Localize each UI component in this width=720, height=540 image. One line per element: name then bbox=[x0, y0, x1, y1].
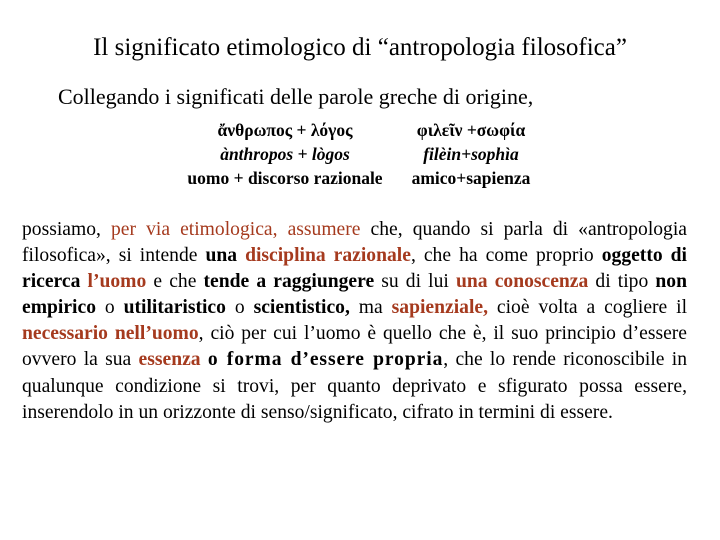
text-segment: e che bbox=[146, 271, 204, 293]
bold-non-empirico: non empirico bbox=[22, 271, 687, 319]
text-segment: di tipo bbox=[588, 271, 656, 293]
bold-tende-a-raggiungere: tende a raggiungere bbox=[203, 271, 375, 293]
highlight-luomo: l’uomo bbox=[87, 271, 147, 293]
etymology-right bbox=[396, 118, 546, 190]
greek-anthropos-logos: ἄνθρωπος + λόγος bbox=[217, 120, 353, 140]
etymology-left bbox=[170, 118, 400, 190]
bold-una: una bbox=[205, 245, 246, 267]
text-segment: o bbox=[225, 297, 254, 319]
highlight-una-conoscenza: una conoscenza bbox=[455, 271, 589, 293]
text-segment: ma bbox=[349, 297, 392, 319]
text-segment: , che lo rende riconoscibile in qualunque condizione si trovi, per quanto deprivato e sfigurato possa essere, inserendolo in un orizzonte di senso/significato, cifrato in termini di essere. bbox=[22, 349, 687, 423]
highlight-sapienziale: sapienziale, bbox=[391, 297, 488, 319]
bold-oggetto-di-ricerca: oggetto di ricerca bbox=[22, 245, 688, 293]
text-segment: cioè volta a cogliere il bbox=[488, 297, 688, 319]
text-segment: possiamo, bbox=[22, 219, 111, 240]
greek-filein-sophia: φιλεῖν +σωφία bbox=[416, 120, 526, 140]
bold-utilitaristico: utilitaristico bbox=[123, 297, 226, 319]
transliteration-filein-sophia: filèin+sophìa bbox=[423, 144, 519, 164]
highlight-per-via-etimologica: per via etimologica, assumere bbox=[111, 219, 361, 240]
bold-scientistico: scientistico, bbox=[253, 297, 350, 319]
highlight-disciplina-razionale: disciplina razionale bbox=[245, 245, 411, 267]
text-segment: che, quando si parla di «antropologia filosofica», si intende bbox=[22, 219, 687, 267]
text-segment: , che ha come proprio bbox=[410, 245, 602, 267]
highlight-necessario-nelluomo: necessario nell’uomo bbox=[22, 323, 199, 345]
slide-title: Il significato etimologico di “antropologia filosofica” bbox=[93, 34, 627, 61]
text-segment: , ciò per cui l’uomo è quello che è, il suo principio d’essere ovvero la sua bbox=[22, 323, 687, 371]
meaning-uomo-discorso: uomo + discorso razionale bbox=[187, 168, 383, 188]
transliteration-anthropos-logos: ànthropos + lògos bbox=[220, 144, 350, 164]
definition-paragraph bbox=[22, 217, 687, 426]
text-segment: o bbox=[96, 297, 124, 319]
text-segment bbox=[201, 349, 208, 370]
meaning-amico-sapienza: amico+sapienza bbox=[411, 168, 531, 188]
highlight-essenza: essenza bbox=[138, 349, 201, 371]
intro-line: Collegando i significati delle parole greche di origine, bbox=[58, 84, 534, 109]
bold-forma-dessere-propria: o forma d’essere propria bbox=[207, 349, 444, 371]
text-segment: su di lui bbox=[374, 271, 456, 293]
